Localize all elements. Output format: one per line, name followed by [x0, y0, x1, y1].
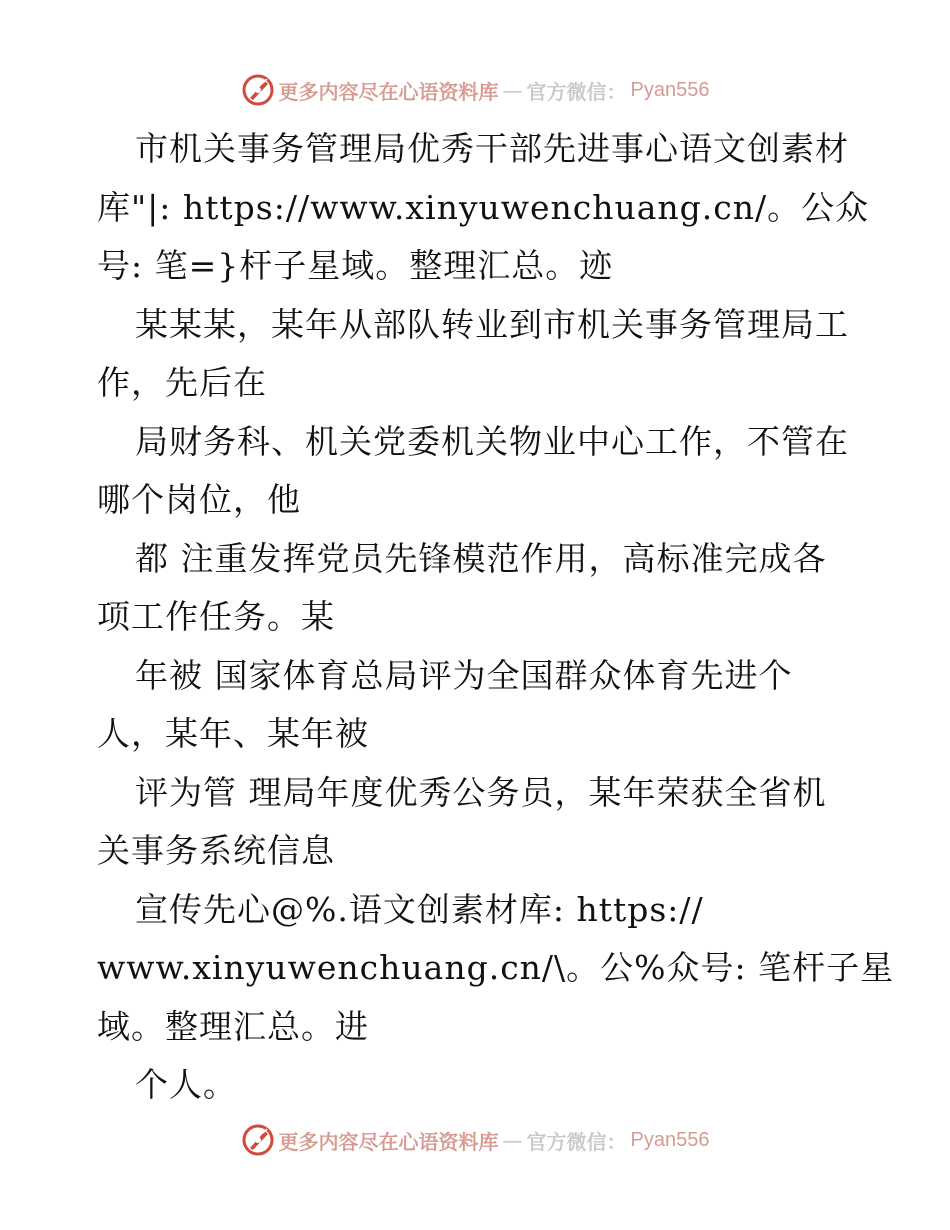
body-line: 作，先后在: [97, 363, 267, 402]
watermark-dash: —: [502, 78, 523, 102]
watermark-dash: —: [502, 1128, 523, 1152]
body-line: 某某某，某年从部队转业到市机关事务管理局工: [135, 304, 849, 344]
body-line: 市机关事务管理局优秀干部先进事心语文创素材: [135, 129, 849, 168]
watermark-wechat-id: Pyan556: [630, 1128, 710, 1151]
body-line: 评为管 理局年度优秀公务员，某年荣获全省机: [135, 772, 827, 812]
quill-pen-logo-icon: [241, 73, 275, 107]
watermark-wechat-label: 官方微信：: [526, 79, 627, 104]
body-line: 域。整理汇总。进: [97, 1006, 369, 1046]
watermark-wechat-label: 官方微信：: [526, 1129, 627, 1154]
body-line: 人，某年、某年被: [97, 714, 369, 753]
body-line: 哪个岗位，他: [97, 480, 301, 519]
body-line: 库"|: https://www.xinyuwenchuang.cn/。公众: [97, 187, 870, 227]
body-line: 年被 国家体育总局评为全国群众体育先进个: [135, 655, 793, 695]
body-line: 都 注重发挥党员先锋模范作用，高标准完成各: [135, 538, 827, 578]
body-line: 宣传先心@%.语文创素材库: https://: [135, 889, 704, 929]
header-watermark: [0, 70, 950, 110]
body-line: 局财务科、机关党委机关物业中心工作，不管在: [135, 421, 849, 461]
body-line: 关事务系统信息: [97, 831, 335, 870]
watermark-text: 更多内容尽在心语资料库: [278, 1129, 499, 1154]
quill-pen-logo-icon: [241, 1123, 275, 1157]
footer-watermark: [0, 1120, 950, 1160]
watermark-wechat-id: Pyan556: [630, 78, 710, 101]
body-line: 号: 笔=}杆子星域。整理汇总。迹: [97, 246, 614, 285]
document-body: [97, 120, 895, 1115]
body-line: www.xinyuwenchuang.cn/\。公%众号: 笔杆子星: [97, 948, 895, 987]
watermark-text: 更多内容尽在心语资料库: [278, 79, 499, 104]
body-line: 项工作任务。某: [97, 597, 335, 636]
body-line: 个人。: [135, 1065, 237, 1104]
